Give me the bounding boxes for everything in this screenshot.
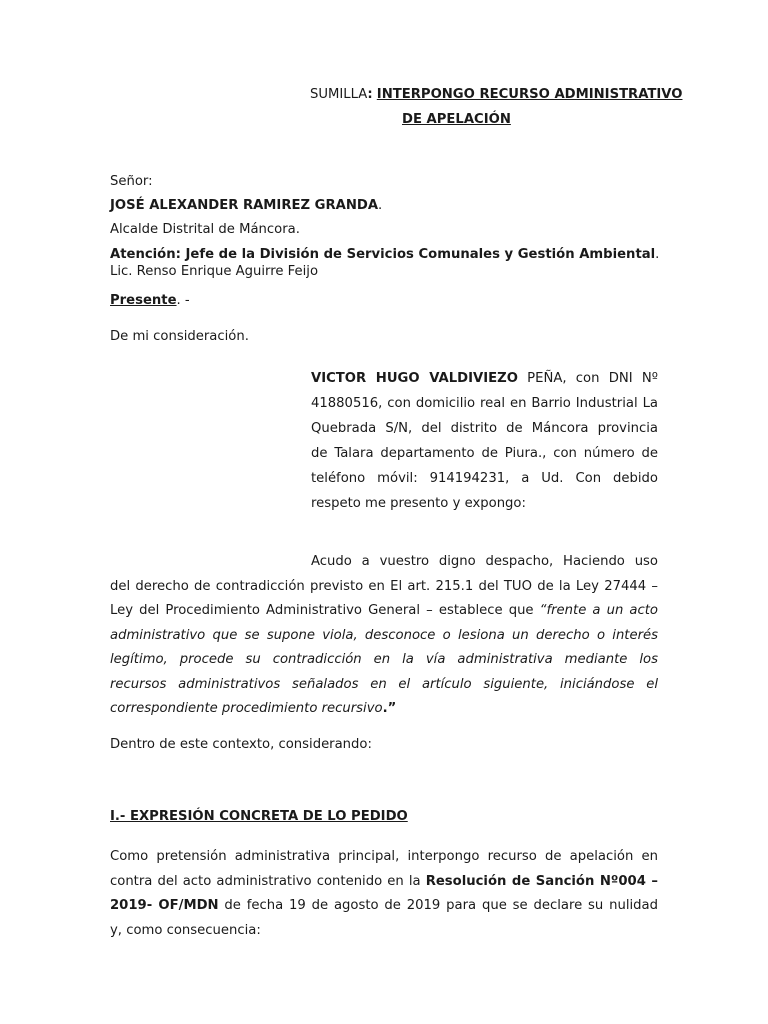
sumilla-line-2 (402, 111, 511, 128)
attention-value: Jefe de la División de Servicios Comunales y Gestión Ambiental (185, 247, 656, 262)
salutation: Señor: (110, 174, 153, 189)
resolution-code: 2019- OF/MDN (110, 898, 219, 913)
body-line: correspondiente procedimiento recursivo.” (110, 701, 397, 716)
section-line: contra del acto administrativo contenido en la Resolución de Sanción Nº004 – (110, 873, 658, 889)
context-line: Dentro de este contexto, considerando: (110, 737, 372, 752)
intro-line: 41880516, con domicilio real en Barrio Industrial La (311, 396, 658, 411)
sumilla-title-line-2: DE APELACIÓN (402, 112, 511, 127)
intro-name: VICTOR HUGO VALDIVIEZO (311, 371, 518, 386)
intro-line: respeto me presento y expongo: (311, 496, 526, 511)
presente-suffix: . - (176, 293, 190, 308)
body-line: Acudo a vuestro digno despacho, Haciendo uso (311, 554, 658, 569)
body-paragraph (110, 550, 658, 722)
section-heading-text: I.- EXPRESIÓN CONCRETA DE LO PEDIDO (110, 809, 408, 824)
section-line: 2019- OF/MDN de fecha 19 de agosto de 2019 para que se declare su nulidad (110, 898, 658, 913)
section-paragraph (110, 845, 658, 943)
presente-line (110, 292, 190, 309)
intro-line: de Talara departamento de Piura., con número de (311, 446, 658, 461)
section-line: y, como consecuencia: (110, 922, 261, 938)
sumilla-line-1 (310, 86, 682, 103)
attention-line (110, 246, 659, 263)
resolution-ref: Resolución de Sanción Nº004 – (425, 873, 658, 889)
addressee-name-suffix: . (378, 198, 383, 213)
sumilla-colon: : (367, 87, 373, 102)
intro-line: VICTOR HUGO VALDIVIEZO PEÑA, con DNI Nº (311, 371, 658, 386)
attention-suffix: . (655, 247, 660, 262)
body-line: legítimo, procede su contradicción en la vía administrativa mediante los (110, 652, 658, 667)
addressee-name-line (110, 197, 382, 214)
attention-label: Atención: (110, 247, 186, 262)
body-line: del derecho de contradicción previsto en El art. 215.1 del TUO de la Ley 27444 – (110, 578, 658, 594)
intro-line: Quebrada S/N, del distrito de Máncora provincia (311, 421, 658, 436)
body-line: recursos administrativos señalados en el artículo siguiente, iniciándose el (110, 676, 658, 692)
section-line: Como pretensión administrativa principal, interpongo recurso de apelación en (110, 849, 658, 864)
sumilla-title-line-1: INTERPONGO RECURSO ADMINISTRATIVO (376, 87, 683, 102)
presente: Presente (110, 293, 177, 308)
body-line: Ley del Procedimiento Administrativo General – establece que “frente a un acto (110, 603, 658, 618)
intro-line: teléfono móvil: 914194231, a Ud. Con debido (311, 471, 658, 486)
greeting: De mi consideración. (110, 329, 249, 344)
section-heading (110, 808, 408, 825)
sumilla-label: SUMILLA (310, 87, 368, 102)
intro-paragraph (311, 366, 658, 516)
licenciado: Lic. Renso Enrique Aguirre Feijo (110, 264, 319, 279)
addressee-position: Alcalde Distrital de Máncora. (110, 222, 300, 237)
body-line: administrativo que se supone viola, desconoce o lesiona un derecho o interés (110, 627, 658, 643)
addressee-name: JOSÉ ALEXANDER RAMIREZ GRANDA (110, 198, 379, 213)
